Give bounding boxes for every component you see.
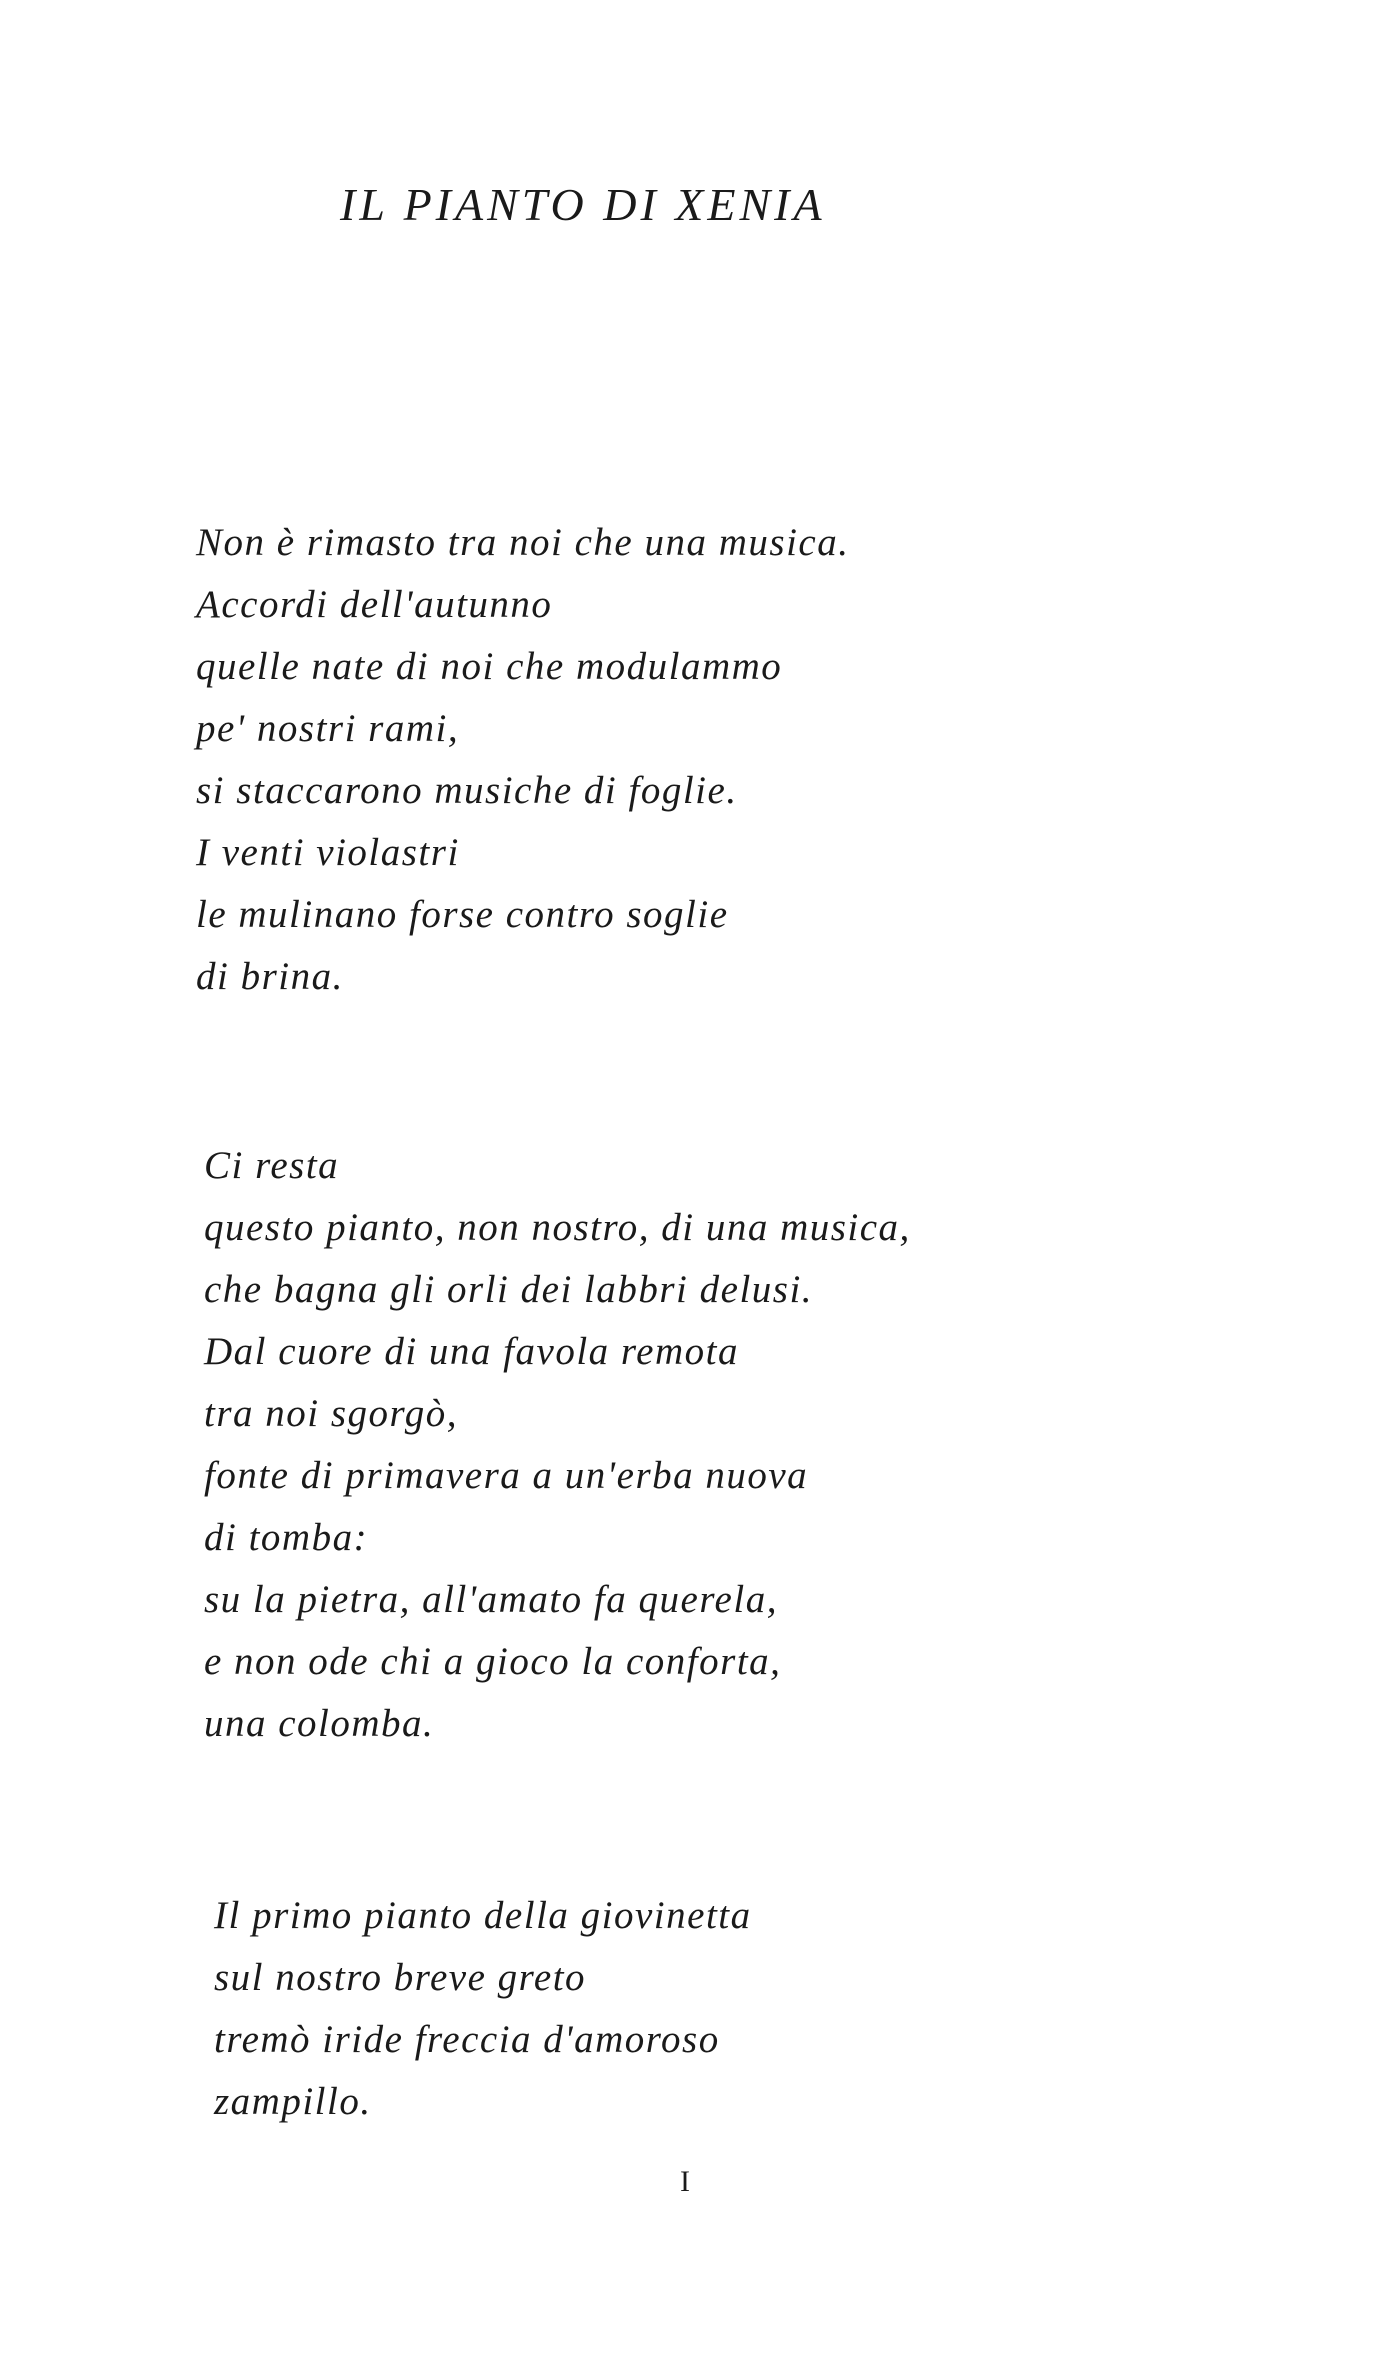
verse-line: su la pietra, all'amato fa querela, [204,1578,778,1621]
verse-line: una colomba. [204,1702,435,1745]
verse-line: sul nostro breve greto [214,1956,587,1999]
verse-line: le mulinano forse contro soglie [196,893,729,936]
verse-line: di brina. [196,955,344,998]
stanza-2 [204,1135,911,1755]
verse-line: di tomba: [204,1516,369,1559]
verse-line: fonte di primavera a un'erba nuova [204,1454,809,1497]
poem-title: IL PIANTO DI XENIA [340,179,826,230]
page-number: I [680,2165,690,2198]
verse-line: Dal cuore di una favola remota [204,1330,739,1373]
verse-line: tremò iride freccia d'amoroso [214,2018,720,2061]
verse-line: Ci resta [204,1144,340,1187]
verse-line: Il primo pianto della giovinetta [214,1894,752,1937]
verse-line: e non ode chi a gioco la conforta, [204,1640,782,1683]
verse-line: questo pianto, non nostro, di una musica, [204,1206,911,1249]
verse-line: si staccarono musiche di foglie. [196,769,738,812]
verse-line: quelle nate di noi che modulammo [196,645,783,688]
verse-line: tra noi sgorgò, [204,1392,459,1435]
verse-line: Accordi dell'autunno [196,583,553,626]
stanza-1 [196,512,849,1008]
verse-line: I venti violastri [196,831,460,874]
verse-line: Non è rimasto tra noi che una musica. [196,521,850,564]
stanza-3 [214,1885,752,2133]
verse-line: pe' nostri rami, [196,707,460,750]
verse-line: zampillo. [214,2080,372,2123]
verse-line: che bagna gli orli dei labbri delusi. [204,1268,814,1311]
